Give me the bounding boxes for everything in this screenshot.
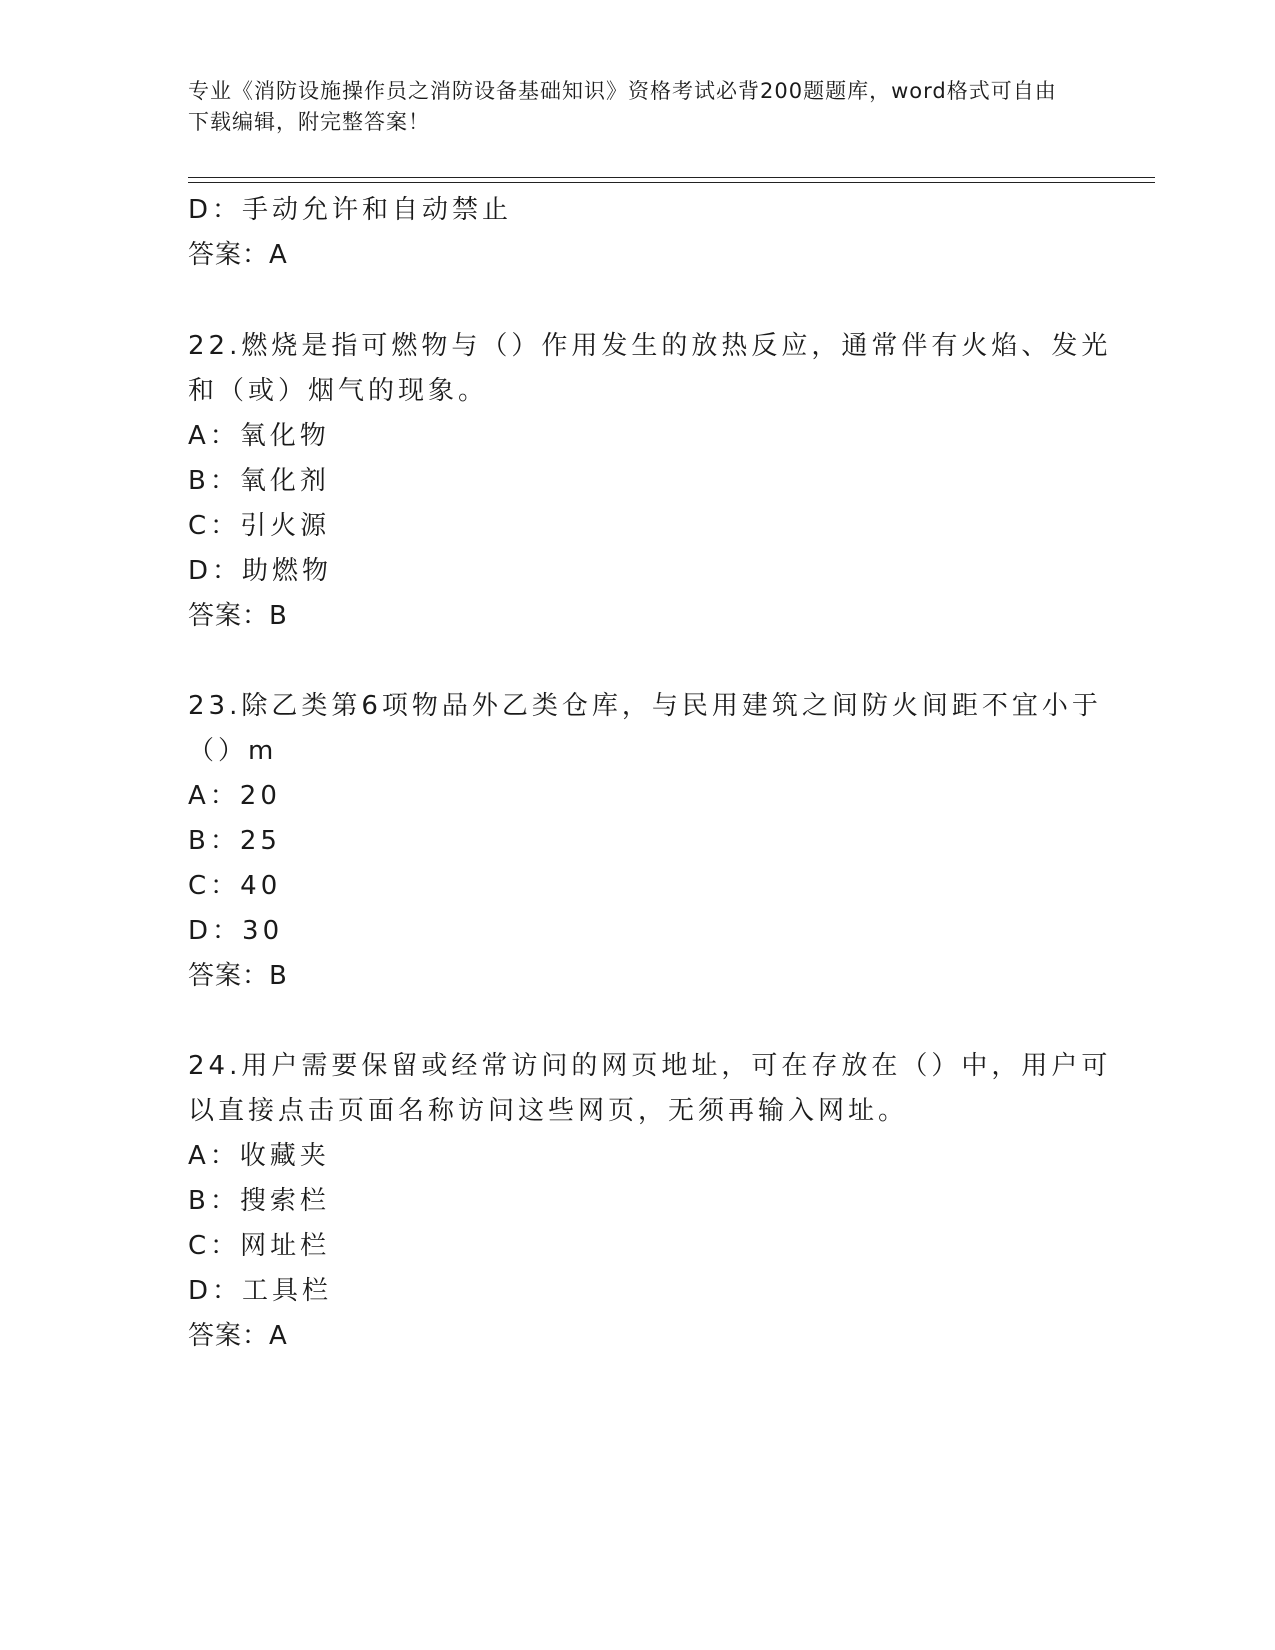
question-24-line1: 24.用户需要保留或经常访问的网页地址，可在存放在（）中，用户可 bbox=[188, 1051, 1112, 1081]
option-a-q23: A：20 bbox=[188, 781, 281, 811]
option-a-q22: A：氧化物 bbox=[188, 421, 330, 451]
answer-q24: 答案：A bbox=[188, 1321, 288, 1351]
question-23-line2: （）m bbox=[188, 736, 278, 766]
option-b-q22: B：氧化剂 bbox=[188, 466, 330, 496]
answer-q22: 答案：B bbox=[188, 601, 288, 631]
option-a-q24: A：收藏夹 bbox=[188, 1141, 330, 1171]
answer-q21: 答案：A bbox=[188, 240, 288, 270]
option-c-q22: C：引火源 bbox=[188, 511, 331, 541]
option-b-q23: B：25 bbox=[188, 826, 281, 856]
answer-q23: 答案：B bbox=[188, 961, 288, 991]
question-24-line2: 以直接点击页面名称访问这些网页，无须再输入网址。 bbox=[188, 1096, 909, 1126]
option-d-q23: D：30 bbox=[188, 916, 284, 946]
question-23-line1: 23.除乙类第6项物品外乙类仓库，与民用建筑之间防火间距不宜小于 bbox=[188, 691, 1102, 721]
question-22-line1: 22.燃烧是指可燃物与（）作用发生的放热反应，通常伴有火焰、发光 bbox=[188, 331, 1112, 361]
option-c-q23: C：40 bbox=[188, 871, 282, 901]
option-c-q24: C：网址栏 bbox=[188, 1231, 331, 1261]
header-divider-bottom bbox=[188, 182, 1155, 183]
option-d-q24: D：工具栏 bbox=[188, 1276, 333, 1306]
question-22-line2: 和（或）烟气的现象。 bbox=[188, 376, 489, 406]
option-d-q22: D：助燃物 bbox=[188, 556, 333, 586]
option-b-q24: B：搜索栏 bbox=[188, 1186, 330, 1216]
option-d-q21: D：手动允许和自动禁止 bbox=[188, 195, 513, 225]
header-divider-top bbox=[188, 177, 1155, 178]
document-header: 专业《消防设施操作员之消防设备基础知识》资格考试必背200题题库，word格式可自由下载编辑，附完整答案！ bbox=[188, 79, 1057, 134]
